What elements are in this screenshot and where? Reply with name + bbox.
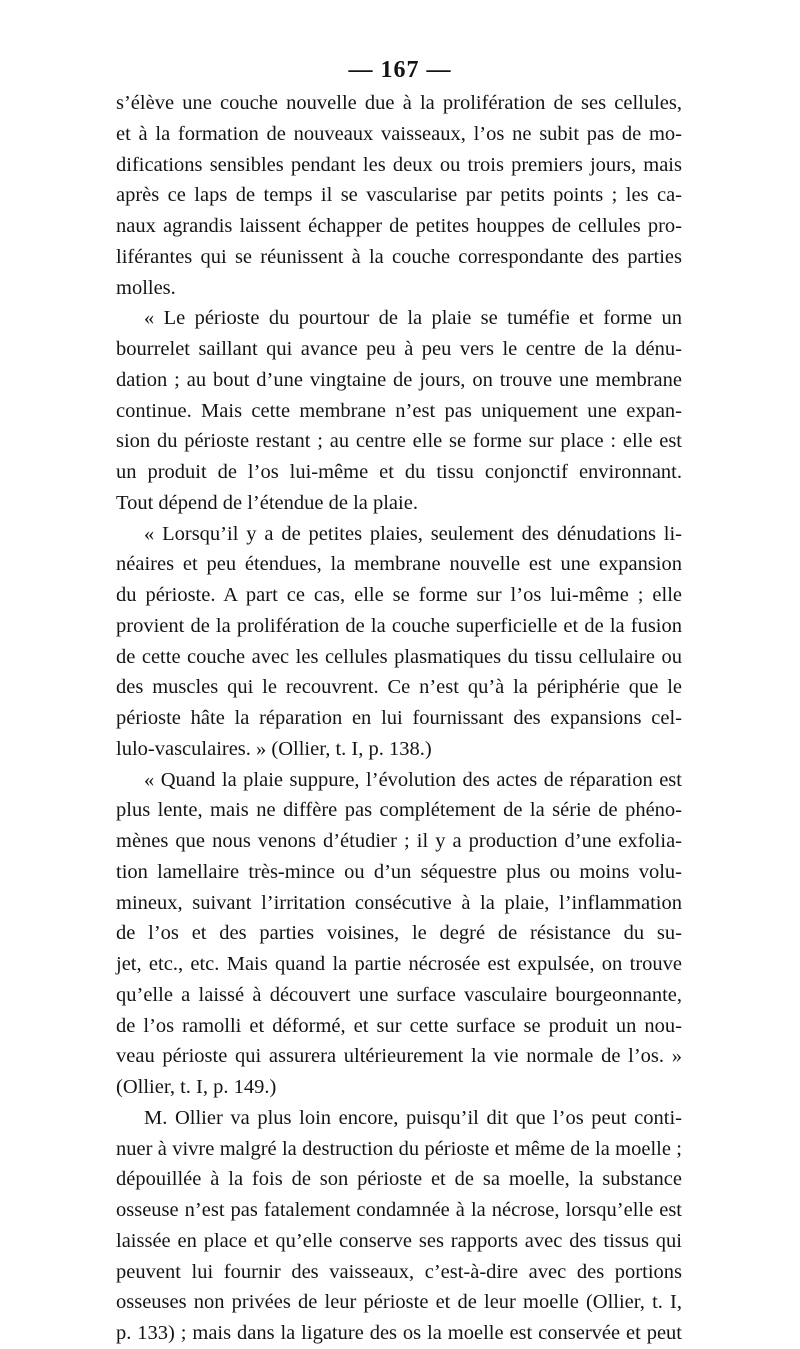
text-line: laissée en place et qu’elle conserve ses rapports avec des tissus qui — [116, 1229, 682, 1252]
body-text — [116, 88, 682, 1349]
text-line-paragraph-start: « Quand la plaie suppure, l’évolution des actes de réparation est — [144, 768, 682, 791]
text-line: néaires et peu étendues, la membrane nouvelle est une expansion — [116, 553, 682, 576]
text-line: s’élève une couche nouvelle due à la prolifération de ses cellules, — [116, 92, 682, 114]
text-line: du périoste. A part ce cas, elle se forme sur l’os lui-même ; elle — [116, 584, 682, 606]
text-line: tion lamellaire très-mince ou d’un séquestre plus ou moins volu- — [116, 860, 682, 883]
text-line-paragraph-start: « Le périoste du pourtour de la plaie se tuméfie et forme un — [144, 307, 682, 330]
text-line: naux agrandis laissent échapper de petites houppes de cellules pro- — [116, 215, 682, 237]
text-line: mènes que nous venons d’étudier ; il y a production d’une exfolia- — [116, 830, 682, 852]
text-line-paragraph-start: M. Ollier va plus loin encore, puisqu’il dit que l’os peut conti- — [144, 1106, 682, 1129]
text-line: de l’os ramolli et déformé, et sur cette surface se produit un nou- — [116, 1014, 682, 1037]
text-line: mineux, suivant l’irritation consécutive à la plaie, l’inflammation — [116, 891, 682, 914]
text-line-paragraph-end: lulo-vasculaires. » (Ollier, t. I, p. 138.) — [116, 737, 432, 760]
text-line: peuvent lui fournir des vaisseaux, c’est-à-dire avec des portions — [116, 1260, 682, 1283]
text-line: sion du périoste restant ; au centre elle se forme sur place : elle est — [116, 430, 682, 453]
text-line-paragraph-end: Tout dépend de l’étendue de la plaie. — [116, 491, 418, 514]
text-line: nuer à vivre malgré la destruction du périoste et même de la moelle ; — [116, 1137, 682, 1160]
text-line-paragraph-start: « Lorsqu’il y a de petites plaies, seulement des dénudations li- — [144, 522, 682, 545]
text-line: liférantes qui se réunissent à la couche correspondante des parties — [116, 245, 682, 268]
text-line: p. 133) ; mais dans la ligature des os la moelle est conservée et peut — [116, 1322, 682, 1344]
text-line-paragraph-end: molles. — [116, 276, 176, 299]
text-line: de l’os et des parties voisines, le degré de résistance du su- — [116, 922, 682, 945]
text-line: veau périoste qui assurera ultérieurement la vie normale de l’os. » — [116, 1045, 682, 1068]
text-line: qu’elle a laissé à découvert une surface vasculaire bourgeonnante, — [116, 983, 682, 1006]
text-line: après ce laps de temps il se vascularise par petits points ; les ca- — [116, 184, 682, 207]
text-line: difications sensibles pendant les deux ou trois premiers jours, mais — [116, 153, 682, 176]
text-line: osseuses non privées de leur périoste et de leur moelle (Ollier, t. I, — [116, 1291, 682, 1314]
text-line: périoste hâte la réparation en lui fournissant des expansions cel- — [116, 707, 682, 729]
text-line: plus lente, mais ne diffère pas complétement de la série de phéno- — [116, 799, 682, 822]
text-line: osseuse n’est pas fatalement condamnée à la nécrose, lorsqu’elle est — [116, 1199, 682, 1221]
text-line: des muscles qui le recouvrent. Ce n’est qu’à la périphérie que le — [116, 676, 682, 699]
text-line: un produit de l’os lui-même et du tissu conjonctif environnant. — [116, 461, 682, 483]
text-line: provient de la prolifération de la couche superficielle et de la fusion — [116, 614, 682, 637]
text-line: et à la formation de nouveaux vaisseaux, l’os ne subit pas de mo- — [116, 122, 682, 145]
page-number: — 167 — — [348, 57, 452, 83]
text-line: continue. Mais cette membrane n’est pas uniquement une expan- — [116, 399, 682, 422]
text-line: de cette couche avec les cellules plasmatiques du tissu cellulaire ou — [116, 645, 682, 668]
text-line: jet, etc., etc. Mais quand la partie nécrosée est expulsée, on trouve — [116, 953, 682, 975]
text-line: dépouillée à la fois de son périoste et de sa moelle, la substance — [116, 1168, 682, 1191]
text-line-paragraph-end: (Ollier, t. I, p. 149.) — [116, 1076, 277, 1098]
text-line: dation ; au bout d’une vingtaine de jours, on trouve une membrane — [116, 368, 682, 391]
text-line: bourrelet saillant qui avance peu à peu vers le centre de la dénu- — [116, 338, 682, 360]
